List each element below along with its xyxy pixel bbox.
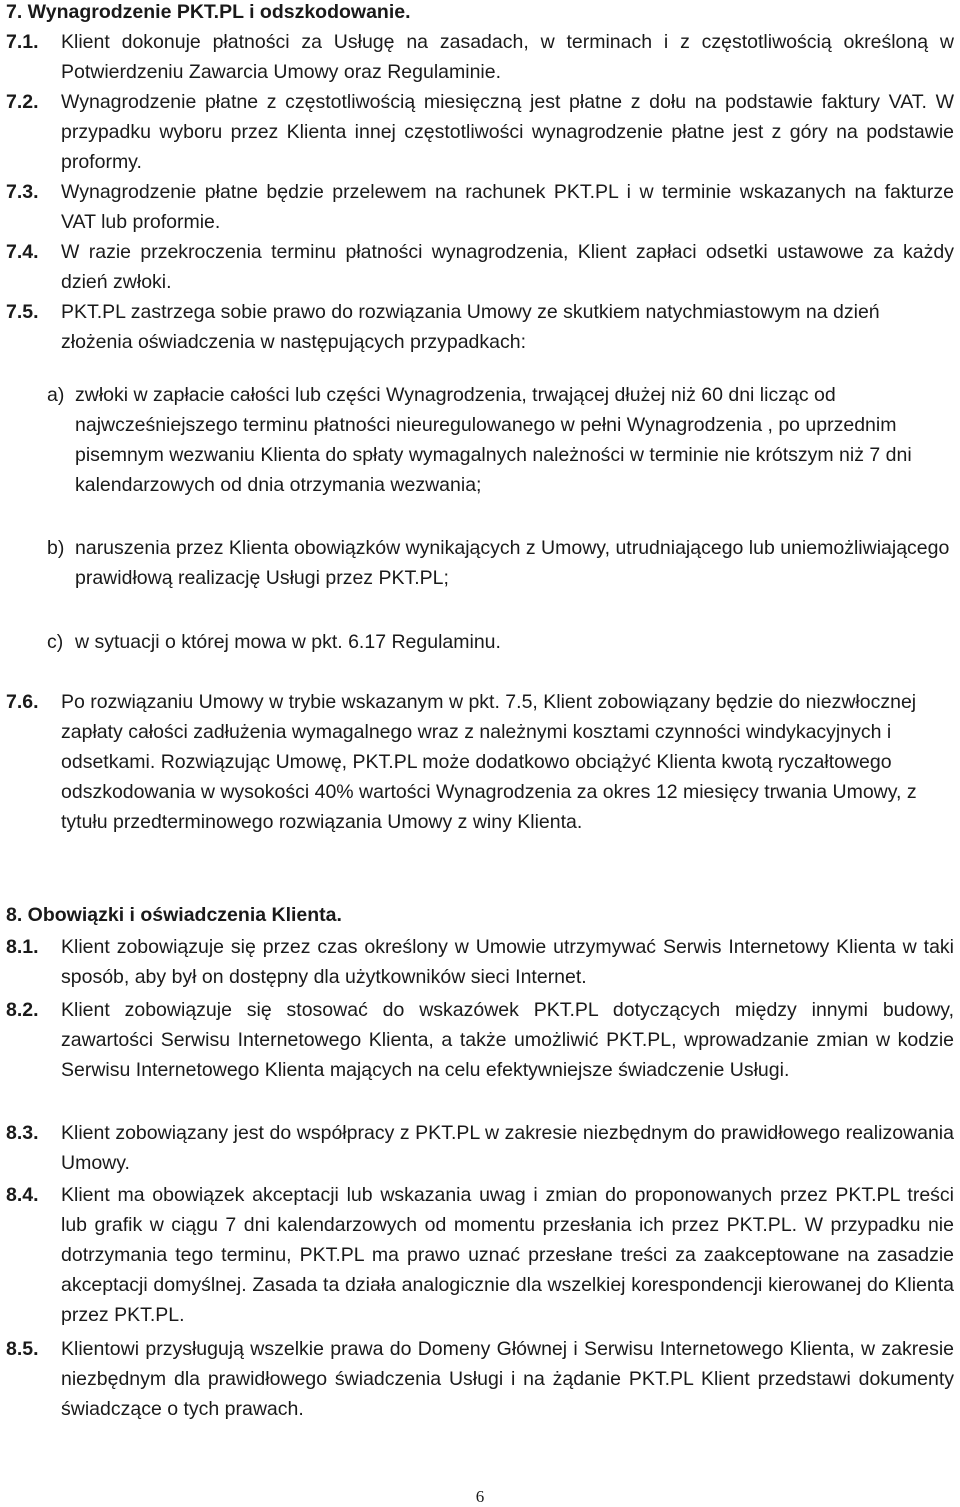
clause-number: 7.3. [6, 181, 39, 203]
clause-text: Klient zobowiązuje się przez czas określony w Umowie utrzymywać Serwis Internetowy Klienta w taki sposób, aby był on dostępny dla użytkowników sieci Internet. [61, 936, 954, 988]
list-item-c [6, 627, 956, 657]
clause-7-1 [6, 27, 956, 87]
list-item-b [6, 533, 956, 593]
clause-text: Po rozwiązaniu Umowy w trybie wskazanym w pkt. 7.5, Klient zobowiązany będzie do niezwłocznej zapłaty całości zadłużenia wymagalnego wraz z należnymi kosztami czynności windykacyjnych i odsetkami. Rozwiązując Umowę, PKT.PL może dodatkowo obciążyć Klienta kwotą ryczałtowego odszkodowania w wysokości 40% wartości Wynagrodzenia za okres 12 miesięcy trwania Umowy, z tytułu przedterminowego rozwiązania Umowy z winy Klienta. [61, 691, 917, 833]
clause-7-5 [6, 297, 956, 357]
section-8-heading: 8. Obowiązki i oświadczenia Klienta. [6, 904, 342, 926]
clause-8-2 [6, 995, 956, 1085]
clause-7-3 [6, 177, 956, 237]
list-marker: c) [47, 631, 64, 653]
page-number: 6 [475, 1487, 485, 1506]
list-item-a [6, 380, 956, 500]
clause-text: Klient zobowiązany jest do współpracy z PKT.PL w zakresie niezbędnym do prawidłowego realizowania Umowy. [61, 1122, 954, 1174]
clause-number: 8.1. [6, 936, 39, 958]
list-item-text: w sytuacji o której mowa w pkt. 6.17 Regulaminu. [75, 631, 501, 653]
clause-text: Wynagrodzenie płatne z częstotliwością miesięczną jest płatne z dołu na podstawie faktury VAT. W przypadku wyboru przez Klienta innej częstotliwości wynagrodzenie płatne jest z góry na podstawie proformy. [61, 91, 954, 173]
clause-text: Klientowi przysługują wszelkie prawa do Domeny Głównej i Serwisu Internetowego Klienta, w zakresie niezbędnym dla prawidłowego świadczenia Usługi i na żądanie PKT.PL Klient przedstawi dokumenty świadczące o tych prawach. [61, 1338, 954, 1420]
clause-text: PKT.PL zastrzega sobie prawo do rozwiązania Umowy ze skutkiem natychmiastowym na dzień złożenia oświadczenia w następujących przypadkach: [61, 301, 880, 353]
clause-number: 8.4. [6, 1184, 39, 1206]
list-marker: b) [47, 537, 65, 559]
clause-8-5 [6, 1334, 956, 1424]
clause-8-4 [6, 1180, 956, 1330]
clause-text: Klient zobowiązuje się stosować do wskazówek PKT.PL dotyczących między innymi budowy, zawartości Serwisu Internetowego Klienta, a także umożliwić PKT.PL, wprowadzanie zmian w kodzie Serwisu Internetowego Klienta mających na celu efektywniejsze świadczenie Usługi. [61, 999, 954, 1081]
clause-number: 7.1. [6, 31, 39, 53]
clause-number: 7.4. [6, 241, 39, 263]
clause-7-4 [6, 237, 956, 297]
clause-text: W razie przekroczenia terminu płatności wynagrodzenia, Klient zapłaci odsetki ustawowe za każdy dzień zwłoki. [61, 241, 954, 293]
clause-text: Wynagrodzenie płatne będzie przelewem na rachunek PKT.PL i w terminie wskazanych na fakturze VAT lub proformie. [61, 181, 954, 233]
clause-number: 7.6. [6, 691, 39, 713]
clause-8-3 [6, 1118, 956, 1178]
list-marker: a) [47, 384, 65, 406]
clause-text: Klient ma obowiązek akceptacji lub wskazania uwag i zmian do proponowanych przez PKT.PL treści lub grafik w ciągu 7 dni kalendarzowych od momentu przesłania ich przez PKT.PL. W przypadku nie dotrzymania tego terminu, PKT.PL ma prawo uznać przesłane treści za zaakceptowane na zasadzie akceptacji domyślnej. Zasada ta działa analogicznie dla wszelkiej korespondencji kierowanej do Klienta przez PKT.PL. [61, 1184, 954, 1326]
clause-number: 7.5. [6, 301, 39, 323]
clause-7-2 [6, 87, 956, 177]
list-item-text: zwłoki w zapłacie całości lub części Wynagrodzenia, trwającej dłużej niż 60 dni licząc od najwcześniejszego terminu płatności nieuregulowanego w pełni Wynagrodzenia , po uprzednim pisemnym wezwaniu Klienta do spłaty wymagalnych należności w terminie nie krótszym niż 7 dni kalendarzowych od dnia otrzymania wezwania; [75, 384, 912, 496]
clause-number: 8.5. [6, 1338, 39, 1360]
clause-number: 7.2. [6, 91, 39, 113]
clause-text: Klient dokonuje płatności za Usługę na zasadach, w terminach i z częstotliwością określoną w Potwierdzeniu Zawarcia Umowy oraz Regulaminie. [61, 31, 954, 83]
clause-number: 8.3. [6, 1122, 39, 1144]
clause-7-6 [6, 687, 956, 837]
section-7-heading: 7. Wynagrodzenie PKT.PL i odszkodowanie. [6, 1, 411, 23]
list-item-text: naruszenia przez Klienta obowiązków wynikających z Umowy, utrudniającego lub uniemożliwiającego prawidłową realizację Usługi przez PKT.PL; [75, 537, 950, 589]
clause-8-1 [6, 932, 956, 992]
clause-number: 8.2. [6, 999, 39, 1021]
